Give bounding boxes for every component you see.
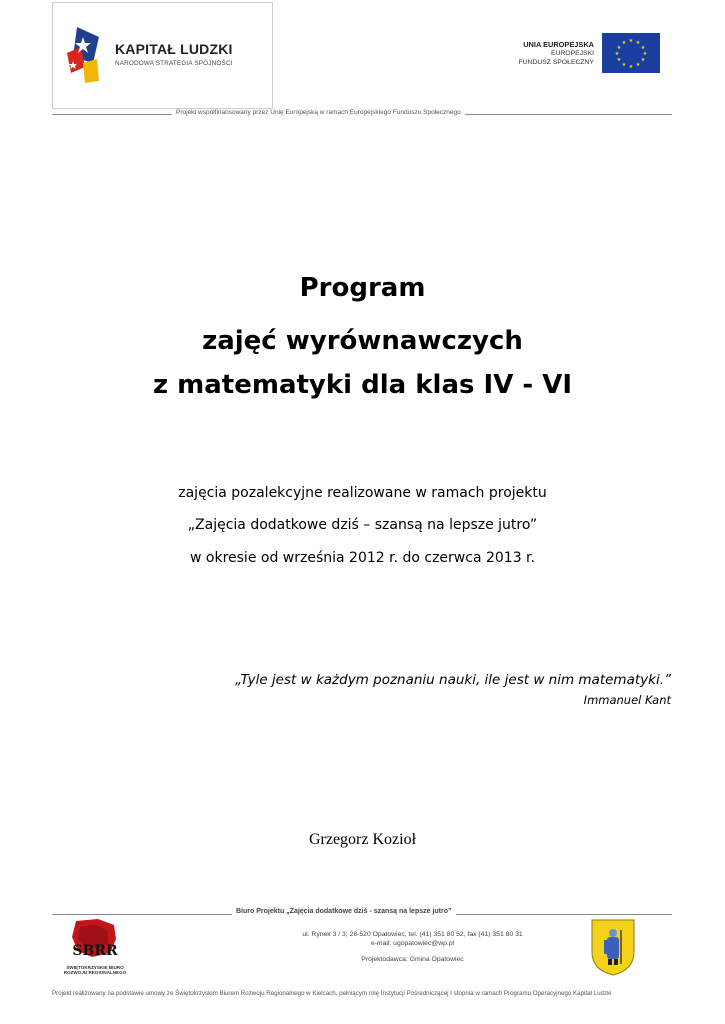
quote-text: „Tyle jest w każdym poznaniu nauki, ile jest w nim matematyki.”	[235, 672, 671, 688]
svg-text:★: ★	[642, 51, 648, 57]
svg-text:★: ★	[616, 45, 622, 51]
eu-flag-icon	[602, 33, 660, 73]
svg-text:★: ★	[621, 40, 627, 46]
eu-line-1: UNIA EUROPEJSKA	[523, 40, 594, 49]
kapital-ludzki-title: KAPITAŁ LUDZKI	[115, 41, 233, 57]
svg-text:★: ★	[635, 40, 641, 46]
eu-text-block	[518, 40, 594, 67]
svg-text:★: ★	[616, 57, 622, 63]
footer-caption: Biuro Projektu „Zajęcia dodatkowe dziś - szansą na lepsze jutro”	[232, 908, 456, 915]
kapital-ludzki-subtitle: NARODOWA STRATEGIA SPÓJNOŚCI	[115, 60, 233, 67]
title-line-1: Program	[299, 273, 426, 303]
quote-author: Immanuel Kant	[583, 693, 671, 707]
sbrr-logo-text: SBRR	[72, 943, 118, 959]
svg-text:★: ★	[614, 51, 620, 57]
sbrr-line-1: ŚWIĘTOKRZYSKIE BIURO	[66, 965, 124, 970]
kapital-ludzki-logo-icon	[63, 23, 103, 85]
svg-text:★: ★	[640, 57, 646, 63]
svg-text:★: ★	[640, 45, 646, 51]
sbrr-line-2: ROZWOJU REGIONALNEGO	[63, 970, 127, 976]
svg-text:★: ★	[621, 62, 627, 68]
footer-bottom-note: Projekt realizowany na podstawie umowy ze Świętokrzyskim Biurem Rozwoju Regionalnego w Kielcach, pełniącym rolę Instytucji Pośredniczącej I stopnia w ramach Programu Operacyjnego Kapitał Ludzki	[52, 990, 612, 997]
svg-text:★: ★	[628, 38, 634, 44]
header-caption: Projekt współfinansowany przez Unię Europejską w ramach Europejskiego Funduszu Społecznego	[172, 109, 465, 116]
document-author: Grzegorz Kozioł	[308, 831, 417, 848]
sbrr-caption	[55, 965, 135, 976]
info-line-2: „Zajęcia dodatkowe dziś – szansą na lepsze jutro”	[187, 517, 538, 533]
info-line-1: zajęcia pozalekcyjne realizowane w ramach projektu	[178, 485, 547, 501]
svg-text:★: ★	[628, 64, 634, 70]
eu-line-3: FUNDUSZ SPOŁECZNY	[518, 59, 594, 66]
footer-address-line: ul. Rynek 3 / 3; 28-520 Opatowiec, tel. (41) 351 80 52, fax (41) 351 80 31	[302, 931, 523, 938]
svg-text:★: ★	[635, 62, 641, 68]
kapital-ludzki-logo-box	[52, 2, 273, 109]
footer-email-line: e-mail: ugopatowiec@wp.pl	[370, 940, 455, 947]
title-line-2: zajęć wyrównawczych	[202, 326, 523, 356]
title-line-3: z matematyki dla klas IV - VI	[152, 370, 573, 400]
eu-line-2: EUROPEJSKI	[550, 50, 594, 57]
opatowiec-coat-of-arms-icon	[590, 918, 636, 976]
info-line-3: w okresie od września 2012 r. do czerwca 2013 r.	[190, 550, 535, 566]
footer-contractor: Projektodawca: Gmina Opatowiec	[361, 956, 464, 963]
